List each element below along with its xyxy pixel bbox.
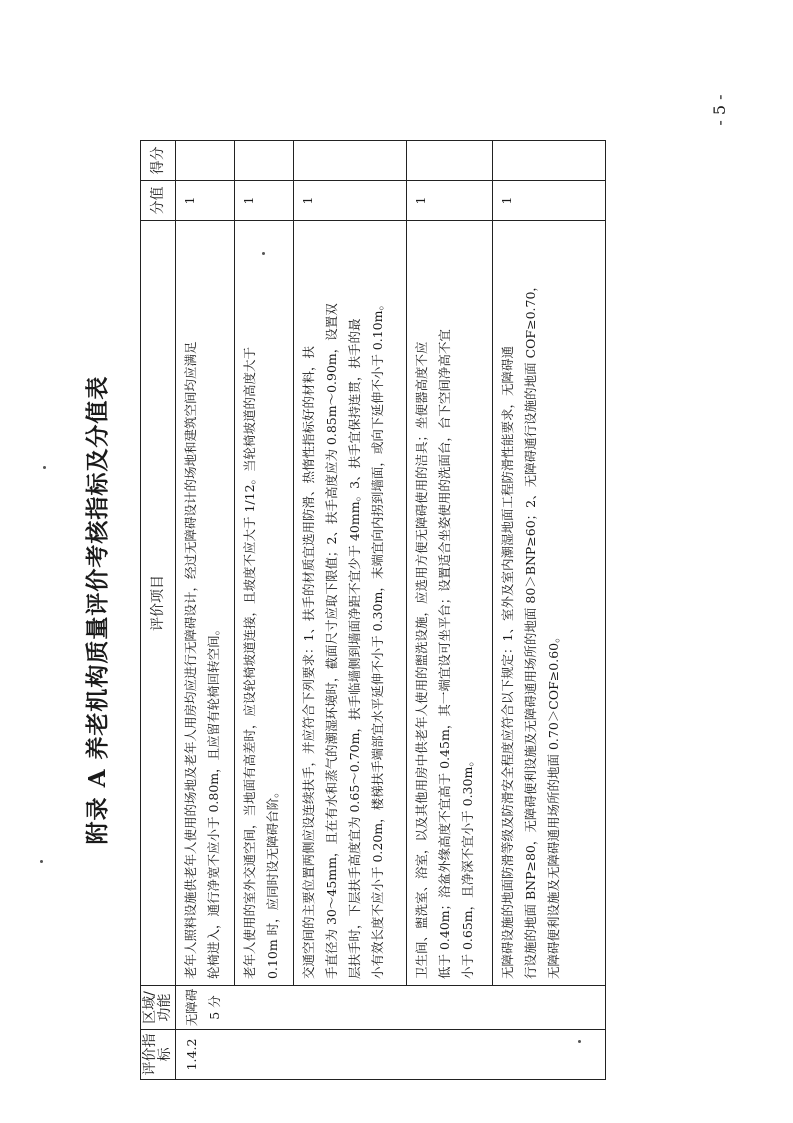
obtained-score-cell xyxy=(176,141,235,181)
item-text-line: 0.10m 时，应同时设无障碍台阶。 xyxy=(265,785,280,979)
table-row xyxy=(294,141,407,1080)
item-text-line: 卫生间、盥洗室、浴室，以及其他用房中供老年人使用的盥洗设施，应选用方便无障碍使用的洁具；坐便器高度不应 xyxy=(414,341,429,979)
item-text-line: 老年人使用的室外交通空间，当地面有高差时，应设轮椅坡道连接，且坡度不应大于 1/12。当轮椅坡道的高度大于 xyxy=(242,346,257,979)
item-text-line: 无障碍设施的地面防滑等级及防滑安全程度应符合以下规定：1、室外及室内潮湿地面工程防滑性能要求，无障碍通 xyxy=(500,346,515,979)
item-cell xyxy=(493,221,606,986)
area-score: 5 分 xyxy=(207,995,222,1020)
scan-speck xyxy=(262,252,265,255)
item-cell xyxy=(294,221,407,986)
score-value: 1 xyxy=(235,181,294,221)
item-text-line: 老年人照料设施供老年人使用的场地及老年人用房均应进行无障碍设计，经过无障碍设计的场地和建筑空间均应满足 xyxy=(183,341,198,979)
table-row xyxy=(407,141,493,1080)
item-cell xyxy=(235,221,294,986)
obtained-score-cell xyxy=(493,141,606,181)
item-cell xyxy=(407,221,493,986)
obtained-score-cell xyxy=(235,141,294,181)
score-value: 1 xyxy=(294,181,407,221)
obtained-score-cell xyxy=(294,141,407,181)
header-indicator: 评价指标 xyxy=(141,1030,176,1080)
scan-speck xyxy=(578,1040,581,1043)
item-text-line: 行设施的地面 BNP≥80，无障碍便利设施及无障碍通用场所的地面 80＞BNP≥60；2、无障碍通行设施的地面 COF≥0.70， xyxy=(523,279,538,979)
indicator-id: 1.4.2 xyxy=(176,1030,606,1080)
header-area: 区域/功能 xyxy=(141,986,176,1030)
page-number: - 5 - xyxy=(710,94,729,126)
scan-speck xyxy=(40,860,43,863)
rotated-content xyxy=(70,130,710,1090)
score-value: 1 xyxy=(407,181,493,221)
area-name: 无障碍 xyxy=(184,988,199,1027)
table-row xyxy=(235,141,294,1080)
header-obtained: 得分 xyxy=(141,141,176,181)
item-text-line: 手直径为 30～45mm，且在有水和蒸气的潮湿环境时，截面尺寸应取下限值；2、扶手高度应为 0.85m～0.90m，设置双 xyxy=(324,303,339,979)
item-text-line: 层扶手时，下层扶手高度宜为 0.65～0.70m，扶手临墙侧到墙面净距不宜少于 40mm。3、扶手宜保持连贯，扶手的最 xyxy=(347,318,362,979)
item-text-line: 交通空间的主要位置两侧应设连续扶手，并应符合下列要求：1、扶手的材质宜选用防滑、热惰性指标好的材料，扶 xyxy=(301,346,316,979)
table-header-row xyxy=(141,141,176,1080)
item-text-line: 小于 0.65m，且净深不宜小于 0.30m。 xyxy=(460,754,475,979)
score-value: 1 xyxy=(176,181,235,221)
item-text-line: 轮椅进入，通行净宽不应小于 0.80m，且应留有轮椅回转空间。 xyxy=(206,622,221,979)
item-text-line: 小有效长度不应小于 0.20m，楼梯扶手端部宜水平延伸不小于 0.30m，末端宜向内拐到墙面，或向下延伸不小于 0.10m。 xyxy=(370,298,385,979)
item-text-line: 低于 0.40m；浴盆外缘高度不宜高于 0.45m，其一端宜设可坐平台；设置适合坐姿使用的洗面台，台下空间净高不宜 xyxy=(437,329,452,979)
obtained-score-cell xyxy=(407,141,493,181)
item-text-line: 无障碍便利设施及无障碍通用场所的地面 0.70＞COF≥0.60。 xyxy=(546,630,561,979)
score-value: 1 xyxy=(493,181,606,221)
evaluation-table xyxy=(140,140,606,1080)
table-row xyxy=(493,141,606,1080)
header-score: 分值 xyxy=(141,181,176,221)
item-cell xyxy=(176,221,235,986)
scan-speck xyxy=(43,466,46,469)
table-row xyxy=(176,141,235,1080)
header-item: 评价项目 xyxy=(141,221,176,986)
area-cell xyxy=(176,986,606,1030)
page-title: 附录 A 养老机构质量评价考核指标及分值表 xyxy=(84,375,111,845)
